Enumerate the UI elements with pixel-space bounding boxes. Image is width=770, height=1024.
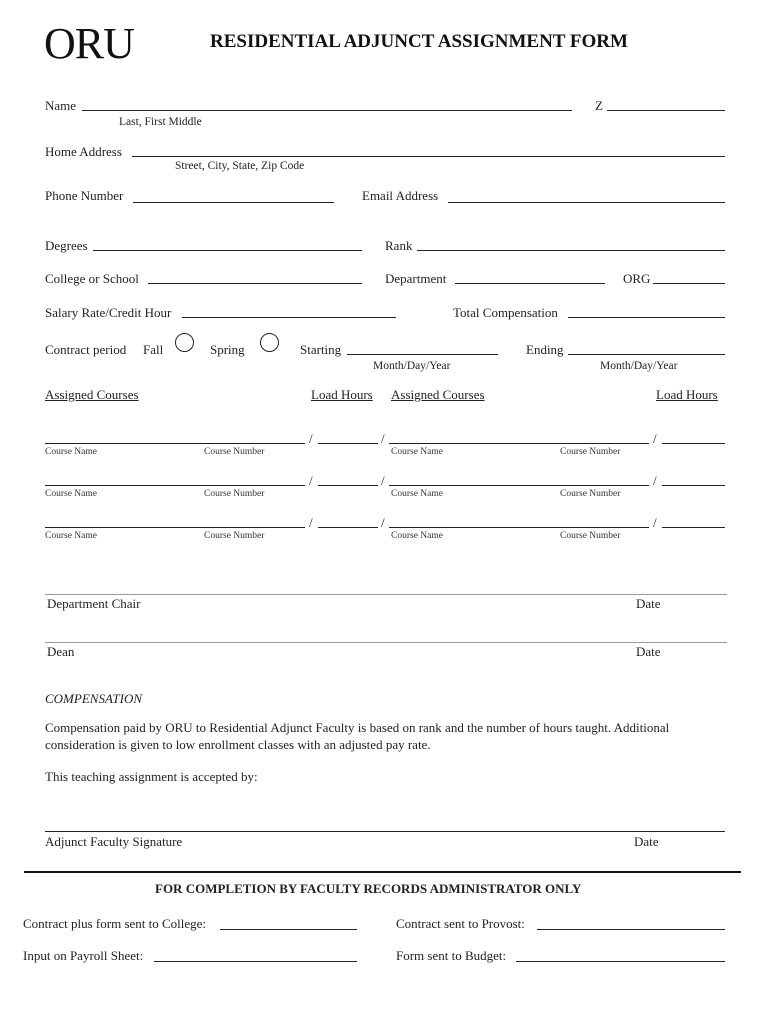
dean-signature-line[interactable] <box>45 642 727 643</box>
payroll-sheet-label: Input on Payroll Sheet: <box>23 948 144 963</box>
phone-field[interactable] <box>133 202 334 203</box>
separator-slash: / <box>653 515 657 530</box>
separator-slash: / <box>653 431 657 446</box>
department-chair-date-label: Date <box>636 596 661 611</box>
course-name-hint: Course Name <box>45 489 97 499</box>
separator-slash: / <box>309 473 313 488</box>
payroll-sheet-field[interactable] <box>154 961 357 962</box>
separator-slash: / <box>653 473 657 488</box>
separator-slash: / <box>381 473 385 488</box>
separator-slash: / <box>381 515 385 530</box>
ending-date-field[interactable] <box>568 354 725 355</box>
org-field[interactable] <box>653 283 725 284</box>
department-field[interactable] <box>455 283 605 284</box>
sent-to-college-label: Contract plus form sent to College: <box>23 916 207 931</box>
course-entry-field[interactable] <box>45 443 305 444</box>
separator-slash: / <box>381 431 385 446</box>
load-hours-field[interactable] <box>318 527 378 528</box>
adjunct-signature-line[interactable] <box>45 831 725 832</box>
sent-to-provost-label: Contract sent to Provost: <box>396 916 525 931</box>
department-chair-label: Department Chair <box>47 596 141 611</box>
total-compensation-field[interactable] <box>568 317 725 318</box>
form-title: RESIDENTIAL ADJUNCT ASSIGNMENT FORM <box>210 31 628 52</box>
spring-label: Spring <box>210 342 245 357</box>
contract-period-label: Contract period <box>45 342 127 357</box>
separator-slash: / <box>309 515 313 530</box>
starting-label: Starting <box>300 342 342 357</box>
sent-to-college-field[interactable] <box>220 929 357 930</box>
home-address-label: Home Address <box>45 144 122 159</box>
college-field[interactable] <box>148 283 362 284</box>
course-name-hint: Course Name <box>391 447 443 457</box>
dean-label: Dean <box>47 644 75 659</box>
load-hours-field[interactable] <box>662 527 725 528</box>
course-entry-field[interactable] <box>389 527 649 528</box>
salary-rate-field[interactable] <box>182 317 396 318</box>
course-name-hint: Course Name <box>391 489 443 499</box>
degrees-label: Degrees <box>45 238 88 253</box>
starting-date-hint: Month/Day/Year <box>373 360 451 372</box>
department-chair-signature-line[interactable] <box>45 594 727 595</box>
assigned-courses-header-right: Assigned Courses <box>391 387 485 402</box>
starting-date-field[interactable] <box>347 354 498 355</box>
compensation-paragraph: Compensation paid by ORU to Residential Adjunct Faculty is based on rank and the number of hours taught. Additional consideration is given to low enrollment classes with an adjusted pay rate. <box>45 720 670 752</box>
rank-field[interactable] <box>417 250 725 251</box>
degrees-field[interactable] <box>93 250 362 251</box>
rank-label: Rank <box>385 238 413 253</box>
salary-rate-label: Salary Rate/Credit Hour <box>45 305 172 320</box>
sent-to-budget-label: Form sent to Budget: <box>396 948 507 963</box>
name-label: Name <box>45 98 77 113</box>
load-hours-header-left: Load Hours <box>311 387 373 402</box>
adjunct-date-label: Date <box>634 834 659 849</box>
phone-label: Phone Number <box>45 188 124 203</box>
name-hint: Last, First Middle <box>119 116 202 128</box>
home-address-hint: Street, City, State, Zip Code <box>175 160 305 172</box>
name-field[interactable] <box>82 110 572 111</box>
course-number-hint: Course Number <box>560 489 621 499</box>
adjunct-signature-label: Adjunct Faculty Signature <box>45 834 183 849</box>
course-entry-field[interactable] <box>45 527 305 528</box>
department-label: Department <box>385 271 447 286</box>
z-number-field[interactable] <box>607 110 725 111</box>
ending-date-hint: Month/Day/Year <box>600 360 678 372</box>
course-name-hint: Course Name <box>45 447 97 457</box>
acceptance-statement: This teaching assignment is accepted by: <box>45 769 258 784</box>
course-entry-field[interactable] <box>389 443 649 444</box>
total-compensation-label: Total Compensation <box>453 305 558 320</box>
email-label: Email Address <box>362 188 439 203</box>
course-entry-field[interactable] <box>389 485 649 486</box>
section-divider <box>24 871 741 873</box>
spring-radio[interactable] <box>260 333 279 352</box>
load-hours-field[interactable] <box>318 443 378 444</box>
org-label: ORG <box>623 271 651 286</box>
load-hours-header-right: Load Hours <box>656 387 718 402</box>
ending-label: Ending <box>526 342 564 357</box>
course-number-hint: Course Number <box>560 531 621 541</box>
course-name-hint: Course Name <box>45 531 97 541</box>
compensation-heading: COMPENSATION <box>45 691 143 706</box>
home-address-field[interactable] <box>132 156 725 157</box>
email-field[interactable] <box>448 202 725 203</box>
course-number-hint: Course Number <box>560 447 621 457</box>
separator-slash: / <box>309 431 313 446</box>
load-hours-field[interactable] <box>662 485 725 486</box>
records-section-title: FOR COMPLETION BY FACULTY RECORDS ADMINISTRATOR ONLY <box>155 881 582 896</box>
fall-label: Fall <box>143 342 164 357</box>
z-label: Z <box>595 98 603 113</box>
oru-logo: ORU <box>44 19 134 68</box>
load-hours-field[interactable] <box>318 485 378 486</box>
assigned-courses-header-left: Assigned Courses <box>45 387 139 402</box>
sent-to-provost-field[interactable] <box>537 929 725 930</box>
fall-radio[interactable] <box>175 333 194 352</box>
load-hours-field[interactable] <box>662 443 725 444</box>
course-number-hint: Course Number <box>204 489 265 499</box>
course-number-hint: Course Number <box>204 447 265 457</box>
dean-date-label: Date <box>636 644 661 659</box>
course-name-hint: Course Name <box>391 531 443 541</box>
sent-to-budget-field[interactable] <box>516 961 725 962</box>
course-number-hint: Course Number <box>204 531 265 541</box>
course-entry-field[interactable] <box>45 485 305 486</box>
college-label: College or School <box>45 271 139 286</box>
